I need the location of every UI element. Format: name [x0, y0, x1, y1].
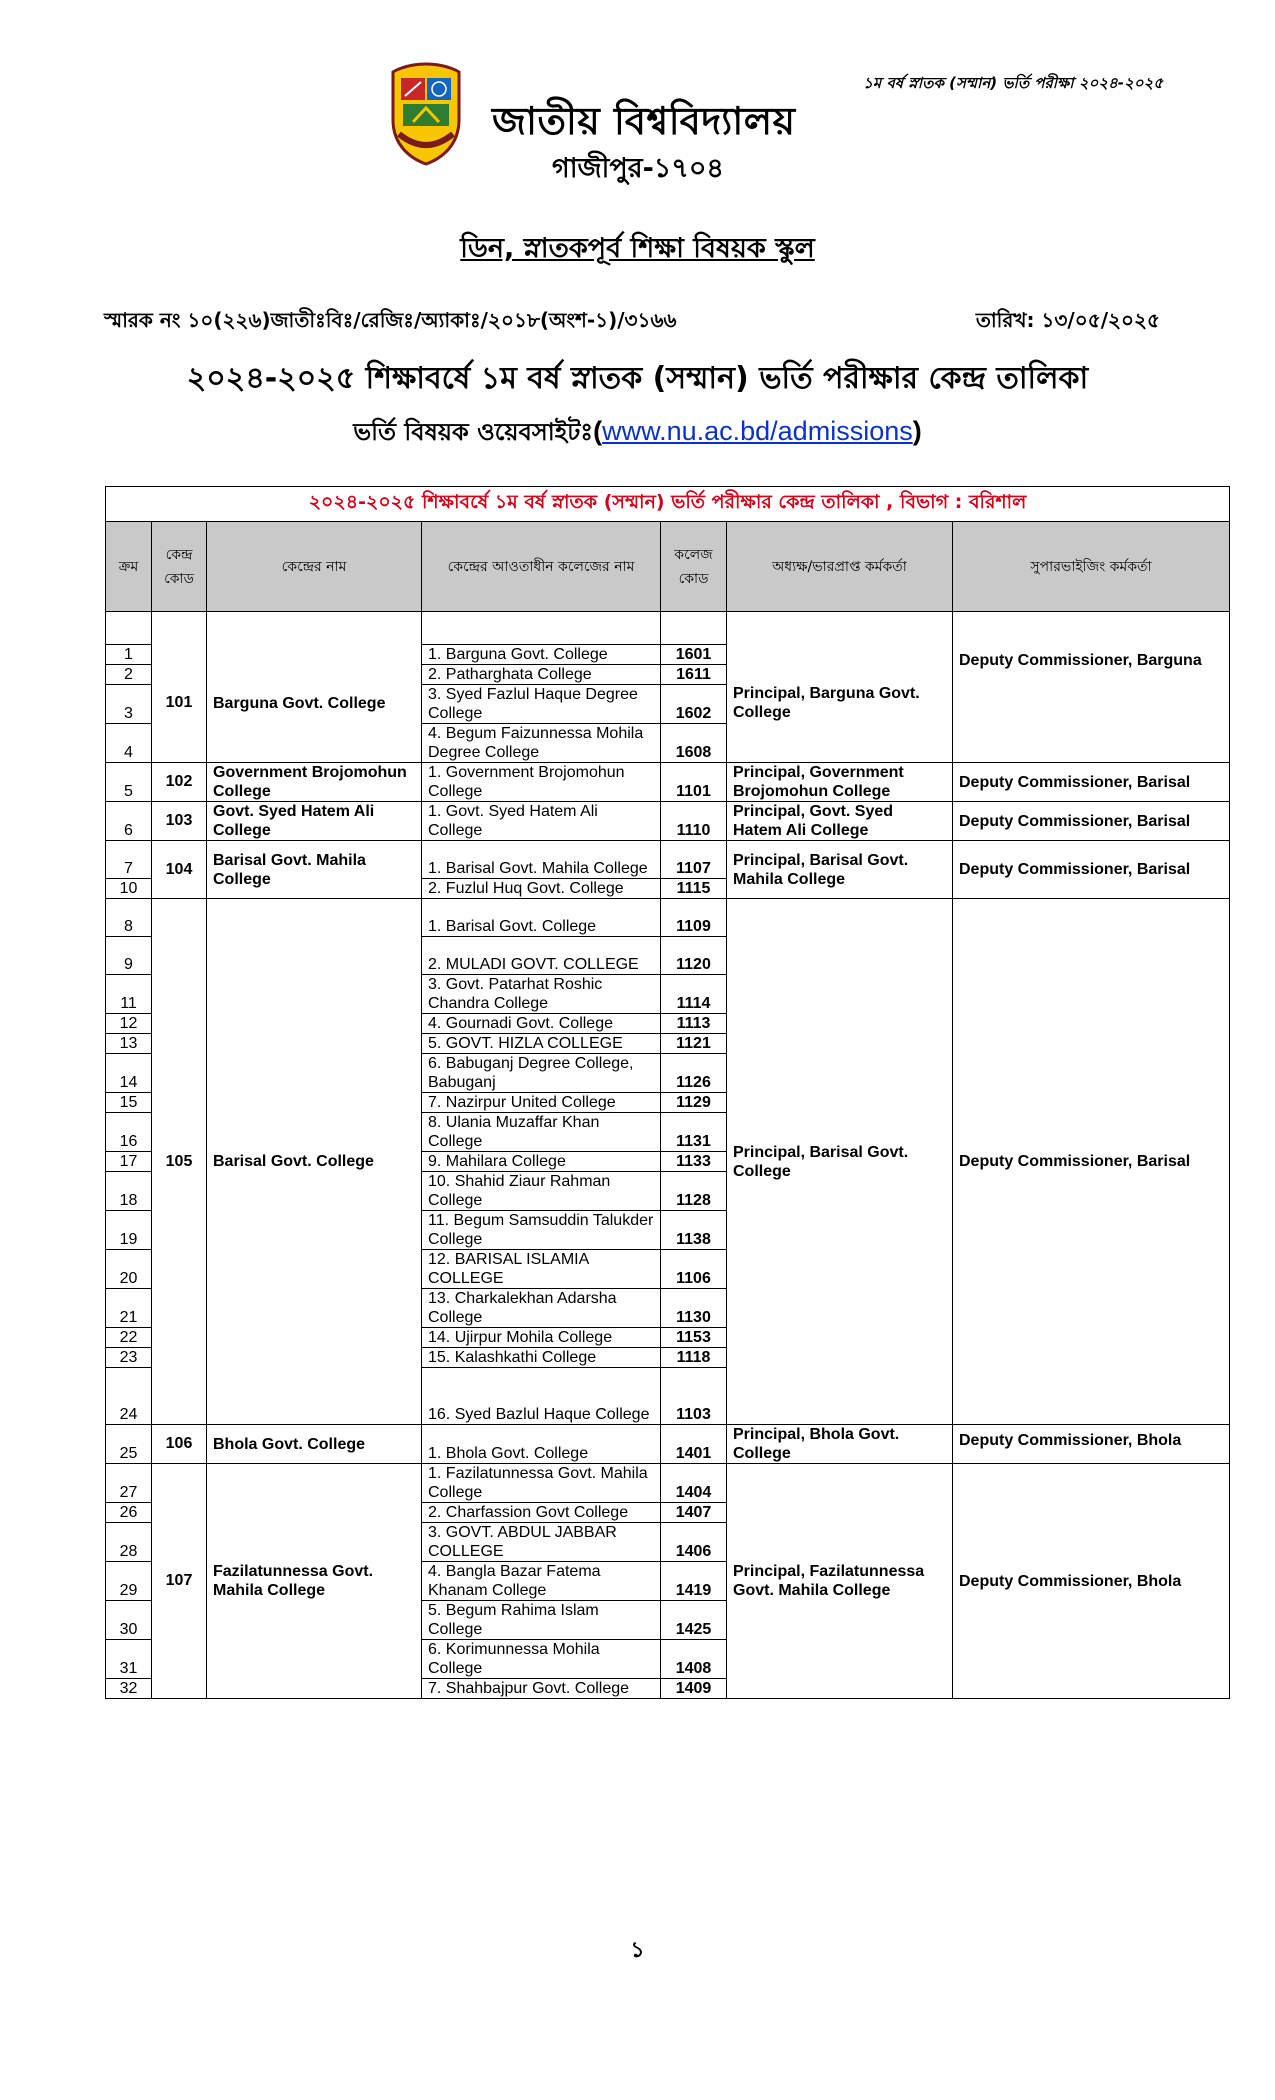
col-header-center-name: কেন্দ্রের নাম [207, 522, 422, 612]
principal-cell: Principal, Govt. Syed Hatem Ali College [727, 802, 953, 841]
college-name-cell: 2. MULADI GOVT. COLLEGE [422, 937, 661, 975]
supervisor-cell: Deputy Commissioner, Bhola [953, 1425, 1230, 1464]
college-name-cell: 1. Barguna Govt. College [422, 645, 661, 665]
spacer-cell [661, 612, 727, 645]
serial-cell: 32 [106, 1679, 152, 1699]
serial-cell: 28 [106, 1523, 152, 1562]
college-name-cell: 2. Charfassion Govt College [422, 1503, 661, 1523]
college-code-cell: 1153 [661, 1328, 727, 1348]
college-code-cell: 1120 [661, 937, 727, 975]
serial-cell: 21 [106, 1289, 152, 1328]
center-name-cell: Barguna Govt. College [207, 645, 422, 763]
college-name-cell: 9. Mahilara College [422, 1152, 661, 1172]
spacer-cell [207, 612, 422, 645]
serial-cell: 18 [106, 1172, 152, 1211]
college-name-cell: 1. Barisal Govt. Mahila College [422, 841, 661, 879]
table-row [106, 1425, 1230, 1464]
supervisor-cell: Deputy Commissioner, Barisal [953, 763, 1230, 802]
college-name-cell: 6. Babuganj Degree College, Babuganj [422, 1054, 661, 1093]
center-code-cell: 104 [152, 841, 207, 899]
website-open-paren: ( [593, 416, 603, 446]
college-name-cell: 2. Fuzlul Huq Govt. College [422, 879, 661, 899]
college-name-cell: 5. Begum Rahima Islam College [422, 1601, 661, 1640]
college-code-cell: 1103 [661, 1368, 727, 1425]
center-name-cell: Bhola Govt. College [207, 1425, 422, 1464]
website-label: ভর্তি বিষয়ক ওয়েবসাইটঃ [353, 418, 594, 446]
center-code-cell: 106 [152, 1425, 207, 1464]
college-code-cell: 1601 [661, 645, 727, 665]
college-code-cell: 1406 [661, 1523, 727, 1562]
serial-cell: 3 [106, 685, 152, 724]
serial-cell: 29 [106, 1562, 152, 1601]
website-line [0, 414, 1275, 454]
college-code-cell: 1138 [661, 1211, 727, 1250]
college-name-cell: 4. Gournadi Govt. College [422, 1014, 661, 1034]
col-header-college-name: কেন্দ্রের আওতাধীন কলেজের নাম [422, 522, 661, 612]
table-row [106, 802, 1230, 841]
college-name-cell: 7. Shahbajpur Govt. College [422, 1679, 661, 1699]
serial-cell: 25 [106, 1425, 152, 1464]
serial-cell: 30 [106, 1601, 152, 1640]
college-name-cell: 14. Ujirpur Mohila College [422, 1328, 661, 1348]
college-code-cell: 1106 [661, 1250, 727, 1289]
college-code-cell: 1128 [661, 1172, 727, 1211]
supervisor-cell: Deputy Commissioner, Barisal [953, 802, 1230, 841]
college-name-cell: 13. Charkalekhan Adarsha College [422, 1289, 661, 1328]
supervisor-cell: Deputy Commissioner, Barisal [953, 899, 1230, 1425]
serial-cell: 9 [106, 937, 152, 975]
spacer-cell [727, 612, 953, 645]
serial-cell: 13 [106, 1034, 152, 1054]
serial-cell: 2 [106, 665, 152, 685]
col-header-serial: ক্রম [106, 522, 152, 612]
table-caption: ২০২৪-২০২৫ শিক্ষাবর্ষে ১ম বর্ষ স্নাতক (সম্মান) ভর্তি পরীক্ষার কেন্দ্র তালিকা , বিভাগ : বরিশাল [106, 487, 1230, 522]
table-spacer-row [106, 612, 1230, 645]
serial-cell: 27 [106, 1464, 152, 1503]
college-name-cell: 10. Shahid Ziaur Rahman College [422, 1172, 661, 1211]
college-name-cell: 8. Ulania Muzaffar Khan College [422, 1113, 661, 1152]
college-code-cell: 1133 [661, 1152, 727, 1172]
center-code-cell: 102 [152, 763, 207, 802]
college-name-cell: 2. Patharghata College [422, 665, 661, 685]
serial-cell: 14 [106, 1054, 152, 1093]
college-code-cell: 1409 [661, 1679, 727, 1699]
college-code-cell: 1115 [661, 879, 727, 899]
top-right-note: ১ম বর্ষ স্নাতক (সম্মান) ভর্তি পরীক্ষা ২০২৪-২০২৫ [863, 74, 1163, 92]
college-name-cell: 1. Fazilatunnessa Govt. Mahila College [422, 1464, 661, 1503]
serial-cell: 31 [106, 1640, 152, 1679]
college-code-cell: 1408 [661, 1640, 727, 1679]
website-close-paren: ) [912, 416, 922, 446]
col-header-center-code: কেন্দ্র কোড [152, 522, 207, 612]
memo-number: স্মারক নং ১০(২২৬)জাতীঃবিঃ/রেজিঃ/অ্যাকাঃ/২০১৮(অংশ-১)/৩১৬৬ [104, 308, 677, 332]
college-code-cell: 1419 [661, 1562, 727, 1601]
university-logo [385, 60, 467, 166]
college-name-cell: 1. Bhola Govt. College [422, 1425, 661, 1464]
serial-cell: 4 [106, 724, 152, 763]
college-name-cell: 3. GOVT. ABDUL JABBAR COLLEGE [422, 1523, 661, 1562]
serial-cell: 7 [106, 841, 152, 879]
spacer-cell [152, 612, 207, 645]
supervisor-cell: Deputy Commissioner, Barisal [953, 841, 1230, 899]
col-header-college-code: কলেজ কোড [661, 522, 727, 612]
serial-cell: 15 [106, 1093, 152, 1113]
principal-cell: Principal, Government Brojomohun College [727, 763, 953, 802]
college-name-cell: 1. Barisal Govt. College [422, 899, 661, 937]
college-name-cell: 6. Korimunnessa Mohila College [422, 1640, 661, 1679]
table-row [106, 763, 1230, 802]
serial-cell: 24 [106, 1368, 152, 1425]
college-name-cell: 3. Govt. Patarhat Roshic Chandra College [422, 975, 661, 1014]
college-code-cell: 1109 [661, 899, 727, 937]
issue-date: তারিখ: ১৩/০৫/২০২৫ [975, 308, 1160, 332]
principal-cell: Principal, Barisal Govt. College [727, 899, 953, 1425]
university-location: গাজীপুর-১৭০৪ [552, 153, 724, 184]
serial-cell: 20 [106, 1250, 152, 1289]
principal-cell: Principal, Bhola Govt. College [727, 1425, 953, 1464]
college-code-cell: 1407 [661, 1503, 727, 1523]
col-header-principal: অধ্যক্ষ/ভারপ্রাপ্ত কর্মকর্তা [727, 522, 953, 612]
college-code-cell: 1121 [661, 1034, 727, 1054]
college-name-cell: 16. Syed Bazlul Haque College [422, 1368, 661, 1425]
college-name-cell: 4. Begum Faizunnessa Mohila Degree College [422, 724, 661, 763]
serial-cell: 17 [106, 1152, 152, 1172]
spacer-cell [106, 612, 152, 645]
serial-cell: 16 [106, 1113, 152, 1152]
table-row [106, 841, 1230, 879]
center-name-cell: Barisal Govt. College [207, 899, 422, 1425]
center-name-cell: Fazilatunnessa Govt. Mahila College [207, 1464, 422, 1699]
college-name-cell: 7. Nazirpur United College [422, 1093, 661, 1113]
college-code-cell: 1101 [661, 763, 727, 802]
center-name-cell: Barisal Govt. Mahila College [207, 841, 422, 899]
college-name-cell: 1. Government Brojomohun College [422, 763, 661, 802]
serial-cell: 6 [106, 802, 152, 841]
serial-cell: 5 [106, 763, 152, 802]
college-code-cell: 1425 [661, 1601, 727, 1640]
college-name-cell: 1. Govt. Syed Hatem Ali College [422, 802, 661, 841]
center-code-cell: 103 [152, 802, 207, 841]
college-name-cell: 5. GOVT. HIZLA COLLEGE [422, 1034, 661, 1054]
college-code-cell: 1126 [661, 1054, 727, 1093]
office-title: ডিন, স্নাতকপূর্ব শিক্ষা বিষয়ক স্কুল [460, 233, 815, 264]
college-code-cell: 1404 [661, 1464, 727, 1503]
spacer-cell [422, 612, 661, 645]
university-name: জাতীয় বিশ্ববিদ্যালয় [492, 99, 796, 143]
college-code-cell: 1131 [661, 1113, 727, 1152]
serial-cell: 23 [106, 1348, 152, 1368]
college-code-cell: 1113 [661, 1014, 727, 1034]
serial-cell: 26 [106, 1503, 152, 1523]
college-code-cell: 1118 [661, 1348, 727, 1368]
college-name-cell: 15. Kalashkathi College [422, 1348, 661, 1368]
college-code-cell: 1130 [661, 1289, 727, 1328]
table-row [106, 899, 1230, 937]
supervisor-cell: Deputy Commissioner, Bhola [953, 1464, 1230, 1699]
col-header-supervisor: সুপারভাইজিং কর্মকর্তা [953, 522, 1230, 612]
principal-cell: Principal, Barguna Govt. College [727, 645, 953, 763]
center-name-cell: Govt. Syed Hatem Ali College [207, 802, 422, 841]
college-name-cell: 4. Bangla Bazar Fatema Khanam College [422, 1562, 661, 1601]
serial-cell: 11 [106, 975, 152, 1014]
table-row [106, 645, 1230, 665]
spacer-cell [953, 612, 1230, 645]
college-code-cell: 1114 [661, 975, 727, 1014]
center-name-cell: Government Brojomohun College [207, 763, 422, 802]
college-code-cell: 1611 [661, 665, 727, 685]
serial-cell: 10 [106, 879, 152, 899]
college-code-cell: 1602 [661, 685, 727, 724]
table-row [106, 1464, 1230, 1503]
supervisor-cell: Deputy Commissioner, Barguna [953, 645, 1230, 763]
college-code-cell: 1401 [661, 1425, 727, 1464]
college-name-cell: 11. Begum Samsuddin Talukder College [422, 1211, 661, 1250]
serial-cell: 12 [106, 1014, 152, 1034]
principal-cell: Principal, Fazilatunnessa Govt. Mahila College [727, 1464, 953, 1699]
serial-cell: 8 [106, 899, 152, 937]
serial-cell: 1 [106, 645, 152, 665]
college-name-cell: 12. BARISAL ISLAMIA COLLEGE [422, 1250, 661, 1289]
website-link[interactable]: www.nu.ac.bd/admissions [602, 416, 913, 446]
college-name-cell: 3. Syed Fazlul Haque Degree College [422, 685, 661, 724]
college-code-cell: 1110 [661, 802, 727, 841]
center-code-cell: 107 [152, 1464, 207, 1699]
college-code-cell: 1129 [661, 1093, 727, 1113]
page-number: ১ [630, 1938, 645, 1963]
principal-cell: Principal, Barisal Govt. Mahila College [727, 841, 953, 899]
serial-cell: 19 [106, 1211, 152, 1250]
center-code-cell: 101 [152, 645, 207, 763]
serial-cell: 22 [106, 1328, 152, 1348]
college-code-cell: 1608 [661, 724, 727, 763]
center-code-cell: 105 [152, 899, 207, 1425]
exam-center-table [105, 486, 1230, 1699]
document-heading: ২০২৪-২০২৫ শিক্ষাবর্ষে ১ম বর্ষ স্নাতক (সম্মান) ভর্তি পরীক্ষার কেন্দ্র তালিকা [186, 361, 1089, 396]
college-code-cell: 1107 [661, 841, 727, 879]
